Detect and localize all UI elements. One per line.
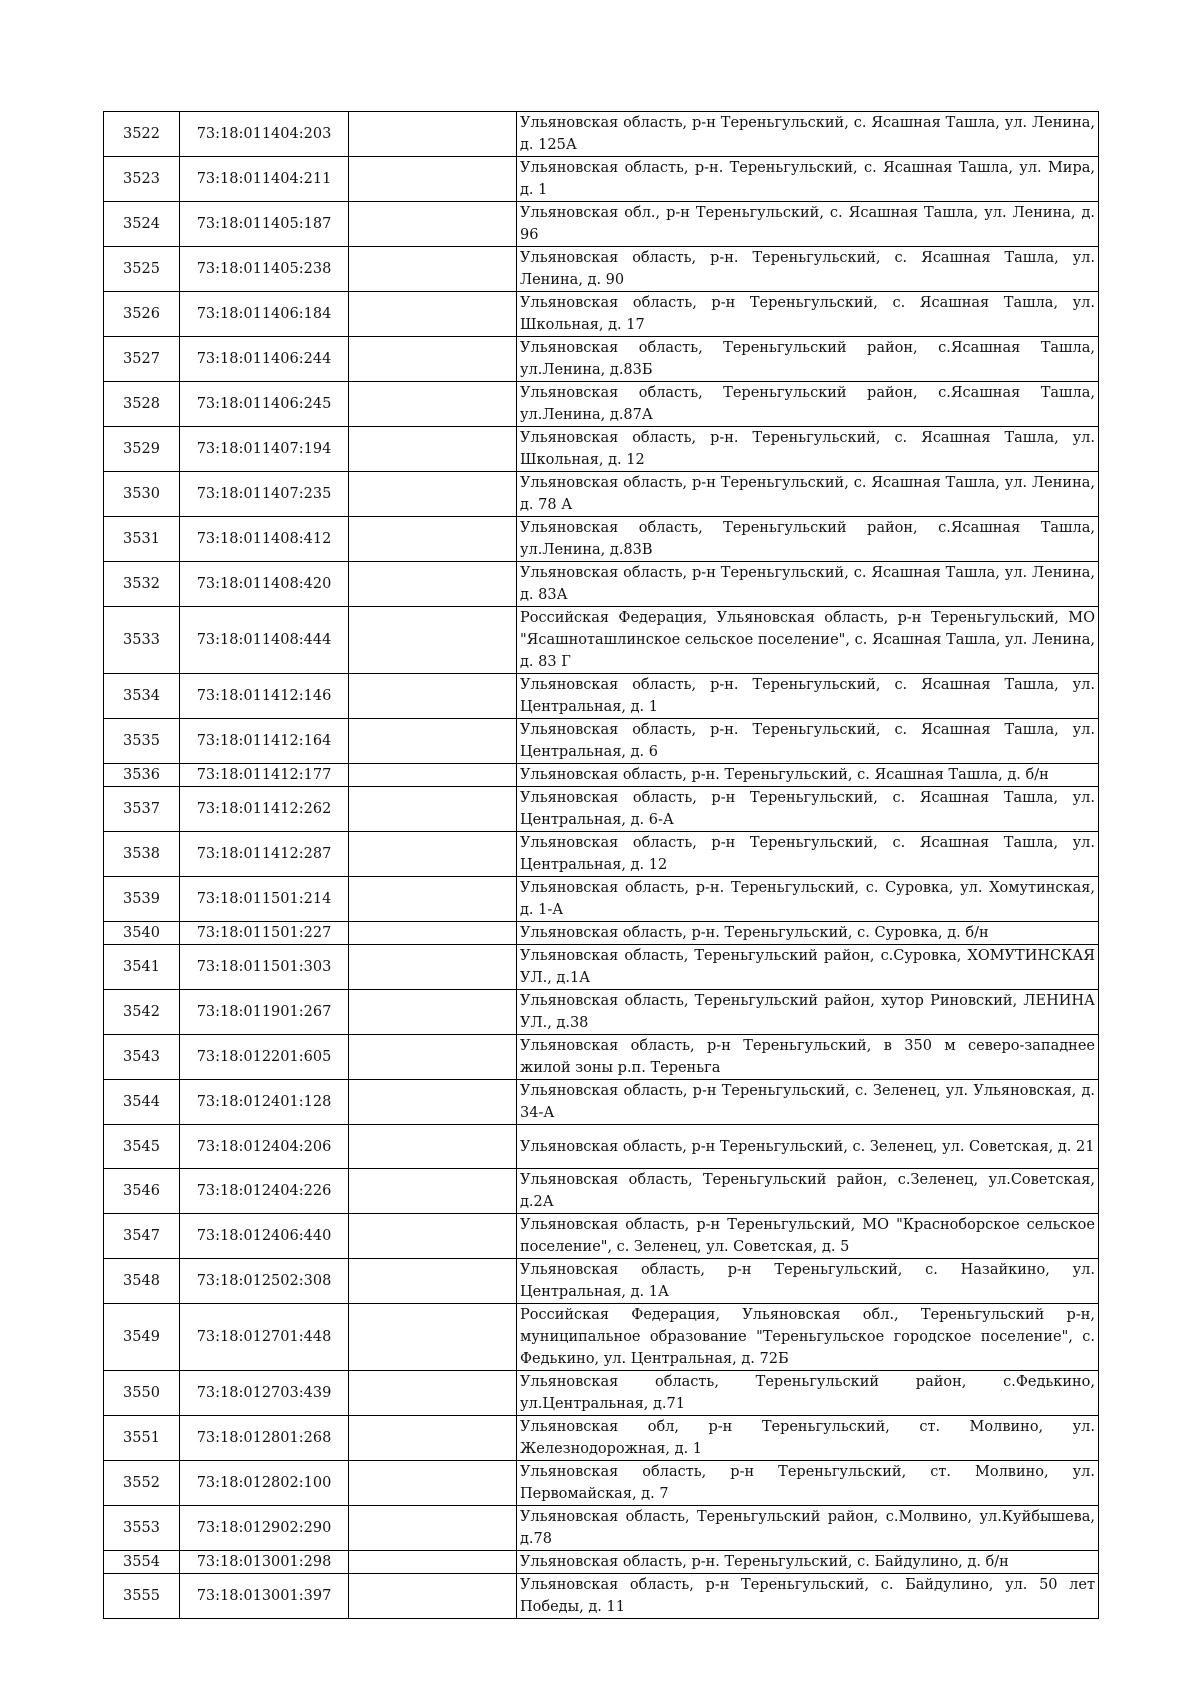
object-address: Ульяновская область, р-н Тереньгульский, с. Зеленец, ул. Ульяновская, д. 34-А bbox=[517, 1080, 1099, 1125]
cadastral-number: 73:18:011407:235 bbox=[180, 472, 349, 517]
object-address: Ульяновская область, р-н. Тереньгульский, с. Ясашная Ташла, ул. Центральная, д. 1 bbox=[517, 674, 1099, 719]
row-number: 3555 bbox=[104, 1574, 180, 1619]
object-name bbox=[349, 337, 517, 382]
table-row bbox=[104, 764, 1099, 787]
table-row bbox=[104, 1461, 1099, 1506]
table-row bbox=[104, 202, 1099, 247]
object-name bbox=[349, 1506, 517, 1551]
table-row bbox=[104, 382, 1099, 427]
table-row bbox=[104, 562, 1099, 607]
object-name bbox=[349, 719, 517, 764]
row-number: 3550 bbox=[104, 1371, 180, 1416]
cadastral-number: 73:18:011412:164 bbox=[180, 719, 349, 764]
row-number: 3543 bbox=[104, 1035, 180, 1080]
table-row bbox=[104, 517, 1099, 562]
object-address: Ульяновская область, Тереньгульский район, с.Ясашная Ташла, ул.Ленина, д.83Б bbox=[517, 337, 1099, 382]
object-address: Ульяновская область, р-н Тереньгульский, с. Назайкино, ул. Центральная, д. 1А bbox=[517, 1259, 1099, 1304]
object-address: Ульяновская область, р-н Тереньгульский, с. Зеленец, ул. Советская, д. 21 bbox=[517, 1125, 1099, 1169]
object-address: Ульяновская обл., р-н Тереньгульский, с. Ясашная Ташла, ул. Ленина, д. 96 bbox=[517, 202, 1099, 247]
cadastral-number: 73:18:011405:187 bbox=[180, 202, 349, 247]
row-number: 3542 bbox=[104, 990, 180, 1035]
table-row bbox=[104, 945, 1099, 990]
row-number: 3532 bbox=[104, 562, 180, 607]
table-row bbox=[104, 1551, 1099, 1574]
table-row bbox=[104, 1125, 1099, 1169]
table-row bbox=[104, 1080, 1099, 1125]
object-name bbox=[349, 472, 517, 517]
object-name bbox=[349, 764, 517, 787]
table-row bbox=[104, 922, 1099, 945]
object-address: Ульяновская область, р-н. Тереньгульский, с. Ясашная Ташла, ул. Мира, д. 1 bbox=[517, 157, 1099, 202]
table-row bbox=[104, 990, 1099, 1035]
row-number: 3540 bbox=[104, 922, 180, 945]
row-number: 3529 bbox=[104, 427, 180, 472]
cadastral-number: 73:18:012404:226 bbox=[180, 1169, 349, 1214]
cadastral-number: 73:18:011408:420 bbox=[180, 562, 349, 607]
table-row bbox=[104, 1371, 1099, 1416]
object-name bbox=[349, 1169, 517, 1214]
object-name bbox=[349, 1416, 517, 1461]
row-number: 3552 bbox=[104, 1461, 180, 1506]
object-name bbox=[349, 832, 517, 877]
object-address: Российская Федерация, Ульяновская область, р-н Тереньгульский, МО "Ясашноташлинское сельское поселение", с. Ясашная Ташла, ул. Ленина, д. 83 Г bbox=[517, 607, 1099, 674]
object-address: Ульяновская область, р-н Тереньгульский, с. Байдулино, ул. 50 лет Победы, д. 11 bbox=[517, 1574, 1099, 1619]
cadastral-number: 73:18:012401:128 bbox=[180, 1080, 349, 1125]
table-row bbox=[104, 427, 1099, 472]
cadastral-number: 73:18:012703:439 bbox=[180, 1371, 349, 1416]
cadastral-number: 73:18:012801:268 bbox=[180, 1416, 349, 1461]
cadastral-number: 73:18:011405:238 bbox=[180, 247, 349, 292]
object-address: Ульяновская область, р-н. Тереньгульский, с. Ясашная Ташла, ул. Школьная, д. 12 bbox=[517, 427, 1099, 472]
table-row bbox=[104, 472, 1099, 517]
cadastral-number: 73:18:012802:100 bbox=[180, 1461, 349, 1506]
row-number: 3544 bbox=[104, 1080, 180, 1125]
row-number: 3535 bbox=[104, 719, 180, 764]
object-name bbox=[349, 382, 517, 427]
object-name bbox=[349, 990, 517, 1035]
object-address: Ульяновская область, р-н Тереньгульский, с. Ясашная Ташла, ул. Ленина, д. 83А bbox=[517, 562, 1099, 607]
cadastral-number: 73:18:011412:177 bbox=[180, 764, 349, 787]
row-number: 3530 bbox=[104, 472, 180, 517]
object-address: Ульяновская область, р-н Тереньгульский, с. Ясашная Ташла, ул. Ленина, д. 78 А bbox=[517, 472, 1099, 517]
table-row bbox=[104, 292, 1099, 337]
object-address: Ульяновская область, р-н. Тереньгульский, с. Суровка, ул. Хомутинская, д. 1-А bbox=[517, 877, 1099, 922]
object-address: Ульяновская область, р-н. Тереньгульский, с. Байдулино, д. б/н bbox=[517, 1551, 1099, 1574]
registry-table bbox=[103, 111, 1099, 1619]
row-number: 3525 bbox=[104, 247, 180, 292]
cadastral-number: 73:18:011406:244 bbox=[180, 337, 349, 382]
object-name bbox=[349, 1574, 517, 1619]
table-row bbox=[104, 157, 1099, 202]
table-row bbox=[104, 1304, 1099, 1371]
row-number: 3533 bbox=[104, 607, 180, 674]
cadastral-number: 73:18:011404:211 bbox=[180, 157, 349, 202]
row-number: 3545 bbox=[104, 1125, 180, 1169]
object-address: Ульяновская область, р-н Тереньгульский, с. Ясашная Ташла, ул. Школьная, д. 17 bbox=[517, 292, 1099, 337]
cadastral-number: 73:18:013001:397 bbox=[180, 1574, 349, 1619]
row-number: 3531 bbox=[104, 517, 180, 562]
row-number: 3547 bbox=[104, 1214, 180, 1259]
cadastral-number: 73:18:011406:184 bbox=[180, 292, 349, 337]
row-number: 3549 bbox=[104, 1304, 180, 1371]
cadastral-number: 73:18:011501:303 bbox=[180, 945, 349, 990]
object-name bbox=[349, 202, 517, 247]
table-row bbox=[104, 1169, 1099, 1214]
table-row bbox=[104, 1259, 1099, 1304]
cadastral-number: 73:18:011901:267 bbox=[180, 990, 349, 1035]
row-number: 3538 bbox=[104, 832, 180, 877]
registry-body bbox=[104, 112, 1099, 1619]
object-address: Ульяновская область, Тереньгульский район, с.Молвино, ул.Куйбышева, д.78 bbox=[517, 1506, 1099, 1551]
cadastral-number: 73:18:011412:146 bbox=[180, 674, 349, 719]
object-name bbox=[349, 1259, 517, 1304]
cadastral-number: 73:18:012701:448 bbox=[180, 1304, 349, 1371]
object-address: Ульяновская область, р-н. Тереньгульский, с. Ясашная Ташла, ул. Ленина, д. 90 bbox=[517, 247, 1099, 292]
row-number: 3524 bbox=[104, 202, 180, 247]
object-address: Ульяновская область, р-н Тереньгульский, с. Ясашная Ташла, ул. Центральная, д. 12 bbox=[517, 832, 1099, 877]
row-number: 3537 bbox=[104, 787, 180, 832]
object-name bbox=[349, 157, 517, 202]
object-address: Ульяновская область, р-н Тереньгульский, с. Ясашная Ташла, ул. Центральная, д. 6-А bbox=[517, 787, 1099, 832]
object-name bbox=[349, 562, 517, 607]
table-row bbox=[104, 247, 1099, 292]
object-name bbox=[349, 292, 517, 337]
row-number: 3526 bbox=[104, 292, 180, 337]
cadastral-number: 73:18:012201:605 bbox=[180, 1035, 349, 1080]
object-name bbox=[349, 787, 517, 832]
object-name bbox=[349, 945, 517, 990]
object-name bbox=[349, 1035, 517, 1080]
object-address: Российская Федерация, Ульяновская обл., Тереньгульский р-н, муниципальное образование "Тереньгульское городское поселение", с. Федькино, ул. Центральная, д. 72Б bbox=[517, 1304, 1099, 1371]
object-address: Ульяновская область, р-н. Тереньгульский, с. Суровка, д. б/н bbox=[517, 922, 1099, 945]
table-row bbox=[104, 1035, 1099, 1080]
row-number: 3528 bbox=[104, 382, 180, 427]
object-name bbox=[349, 1551, 517, 1574]
row-number: 3527 bbox=[104, 337, 180, 382]
object-address: Ульяновская область, р-н Тереньгульский, в 350 м северо-западнее жилой зоны р.п. Тереньга bbox=[517, 1035, 1099, 1080]
object-name bbox=[349, 427, 517, 472]
object-name bbox=[349, 1304, 517, 1371]
object-address: Ульяновская область, р-н Тереньгульский, ст. Молвино, ул. Первомайская, д. 7 bbox=[517, 1461, 1099, 1506]
object-name bbox=[349, 877, 517, 922]
cadastral-number: 73:18:011501:214 bbox=[180, 877, 349, 922]
cadastral-number: 73:18:012406:440 bbox=[180, 1214, 349, 1259]
table-row bbox=[104, 787, 1099, 832]
object-address: Ульяновская область, Тереньгульский район, с.Ясашная Ташла, ул.Ленина, д.87А bbox=[517, 382, 1099, 427]
object-name bbox=[349, 1371, 517, 1416]
cadastral-number: 73:18:012902:290 bbox=[180, 1506, 349, 1551]
object-name bbox=[349, 1125, 517, 1169]
row-number: 3536 bbox=[104, 764, 180, 787]
cadastral-number: 73:18:011407:194 bbox=[180, 427, 349, 472]
table-row bbox=[104, 337, 1099, 382]
object-name bbox=[349, 1461, 517, 1506]
row-number: 3548 bbox=[104, 1259, 180, 1304]
object-name bbox=[349, 517, 517, 562]
object-address: Ульяновская область, Тереньгульский район, хутор Риновский, ЛЕНИНА УЛ., д.38 bbox=[517, 990, 1099, 1035]
row-number: 3553 bbox=[104, 1506, 180, 1551]
row-number: 3546 bbox=[104, 1169, 180, 1214]
object-address: Ульяновская область, Тереньгульский район, с.Ясашная Ташла, ул.Ленина, д.83В bbox=[517, 517, 1099, 562]
object-name bbox=[349, 922, 517, 945]
table-row bbox=[104, 832, 1099, 877]
object-name bbox=[349, 1080, 517, 1125]
table-row bbox=[104, 719, 1099, 764]
table-row bbox=[104, 1574, 1099, 1619]
cadastral-number: 73:18:012404:206 bbox=[180, 1125, 349, 1169]
table-row bbox=[104, 1416, 1099, 1461]
table-row bbox=[104, 1506, 1099, 1551]
object-address: Ульяновская область, р-н Тереньгульский, МО "Красноборское сельское поселение", с. Зеленец, ул. Советская, д. 5 bbox=[517, 1214, 1099, 1259]
object-address: Ульяновская область, р-н. Тереньгульский, с. Ясашная Ташла, д. б/н bbox=[517, 764, 1099, 787]
row-number: 3523 bbox=[104, 157, 180, 202]
object-address: Ульяновская область, Тереньгульский район, с.Суровка, ХОМУТИНСКАЯ УЛ., д.1А bbox=[517, 945, 1099, 990]
object-address: Ульяновская обл, р-н Тереньгульский, ст. Молвино, ул. Железнодорожная, д. 1 bbox=[517, 1416, 1099, 1461]
cadastral-number: 73:18:012502:308 bbox=[180, 1259, 349, 1304]
row-number: 3522 bbox=[104, 112, 180, 157]
object-name bbox=[349, 247, 517, 292]
cadastral-number: 73:18:011408:444 bbox=[180, 607, 349, 674]
row-number: 3541 bbox=[104, 945, 180, 990]
table-row bbox=[104, 877, 1099, 922]
cadastral-number: 73:18:011501:227 bbox=[180, 922, 349, 945]
object-address: Ульяновская область, р-н. Тереньгульский, с. Ясашная Ташла, ул. Центральная, д. 6 bbox=[517, 719, 1099, 764]
row-number: 3539 bbox=[104, 877, 180, 922]
cadastral-number: 73:18:011408:412 bbox=[180, 517, 349, 562]
cadastral-number: 73:18:011404:203 bbox=[180, 112, 349, 157]
object-address: Ульяновская область, Тереньгульский район, с.Зеленец, ул.Советская, д.2А bbox=[517, 1169, 1099, 1214]
object-name bbox=[349, 674, 517, 719]
cadastral-number: 73:18:013001:298 bbox=[180, 1551, 349, 1574]
table-row bbox=[104, 112, 1099, 157]
row-number: 3554 bbox=[104, 1551, 180, 1574]
table-row bbox=[104, 1214, 1099, 1259]
object-name bbox=[349, 1214, 517, 1259]
row-number: 3551 bbox=[104, 1416, 180, 1461]
object-address: Ульяновская область, р-н Тереньгульский, с. Ясашная Ташла, ул. Ленина, д. 125А bbox=[517, 112, 1099, 157]
row-number: 3534 bbox=[104, 674, 180, 719]
object-name bbox=[349, 607, 517, 674]
table-row bbox=[104, 674, 1099, 719]
cadastral-number: 73:18:011406:245 bbox=[180, 382, 349, 427]
cadastral-number: 73:18:011412:262 bbox=[180, 787, 349, 832]
object-address: Ульяновская область, Тереньгульский район, с.Федькино, ул.Центральная, д.71 bbox=[517, 1371, 1099, 1416]
object-name bbox=[349, 112, 517, 157]
table-row bbox=[104, 607, 1099, 674]
cadastral-number: 73:18:011412:287 bbox=[180, 832, 349, 877]
